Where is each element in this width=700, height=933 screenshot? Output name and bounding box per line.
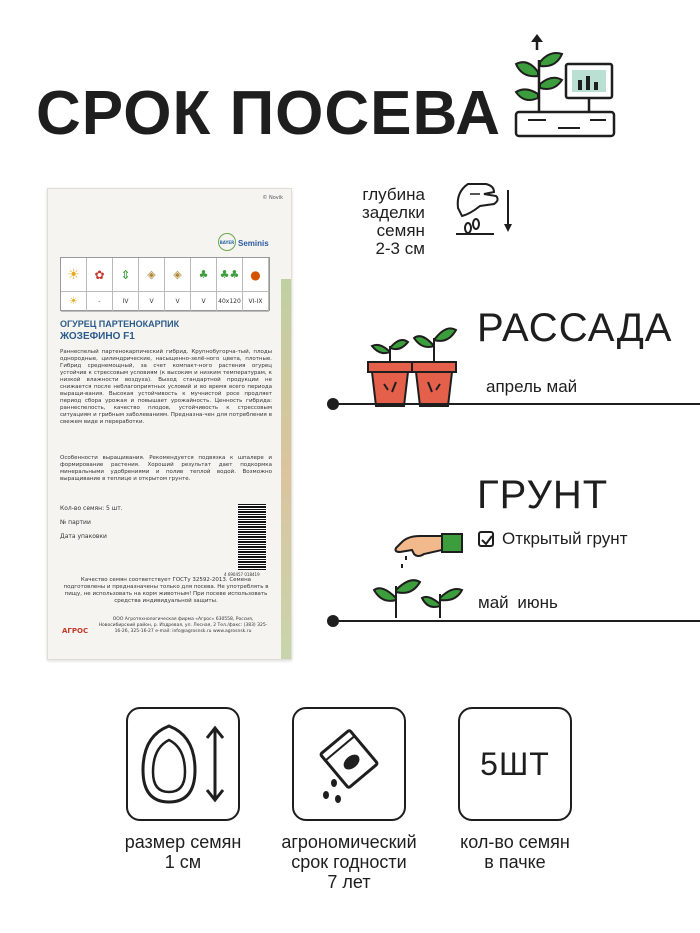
sowing-depth-label	[362, 186, 425, 258]
seedling-pots-icon	[362, 322, 472, 408]
seed-quantity: Кол-во семян: 5 шт.	[60, 505, 123, 512]
depth-line: семян	[376, 221, 425, 240]
caption-line: 1 см	[164, 852, 202, 872]
barcode	[238, 504, 266, 570]
planting-icon: ♣	[191, 258, 217, 292]
company-info: ООО Агротехнологическая фирма «Агрос» 630558, Россия, Новосибирский район, р. Издревая, ул. Лесная, 2 Тел./факс: (383) 325-16-26, 325-16-27 e-mail: info@agrosnsk.ru www.agrosnsk.ru	[98, 617, 268, 634]
caption-line: кол-во семян	[460, 832, 570, 852]
table-value: VI-IX	[243, 292, 269, 312]
packet-photo-strip	[281, 279, 291, 659]
product-description: Раннеспелый партенокарпический гибрид. Крупнобугорча-тый, плоды однородные, цилиндрические, насыщенно-зелё-ного цвета, плотные. Гибрид среднемощный, за счет компакт-ного растения огурец устойчив к стрессовым условиям (к высоким и низким температурам, к низкой влажности воздуха). Выход стандартной продукции не снижается после неблагоприятных условий и во время всего периода выращи-вания. Высокая устойчивость к мучнистой росе продляет период сбора урожая и повышает урожайность. Ценность гибрида: раннеспелость, качество плодов, устойчивость к стрессовым ситуациям и грибным заболеваниям. Предназна-чен для потребления в свежем виде и переработки.	[60, 349, 272, 425]
seed-size-icon	[135, 716, 231, 812]
pack-date: Дата упаковки	[60, 533, 107, 540]
bayer-logo: BAYER	[218, 233, 236, 251]
flower-icon: ✿	[87, 258, 113, 292]
depth-line: глубина	[362, 185, 425, 204]
barcode-number: 4 690457 018419	[224, 572, 260, 577]
table-value: 40x120	[217, 292, 243, 312]
caption-line: агрономический	[281, 832, 417, 852]
plant-chart-icon	[510, 32, 620, 142]
sun-small-icon: ☀	[61, 292, 87, 312]
table-value: IV	[113, 292, 139, 312]
packet-info-table	[60, 257, 270, 311]
timeline-line	[333, 620, 700, 622]
product-type: ОГУРЕЦ ПАРТЕНОКАРПИК	[60, 319, 180, 329]
batch-number: № партии	[60, 519, 91, 526]
depth-line: 2-3 см	[375, 239, 425, 258]
quality-notice: Качество семян соответствует ГОСТу 32592-2013. Семена подготовлены и предназначены только для посева. Не употреблять в пищу, не использовать на корм животным! При посеве использовать средства индивидуальной защиты.	[63, 577, 269, 604]
shelf-life-caption	[264, 832, 434, 892]
sun-icon: ☀	[61, 258, 87, 292]
packet-copyright: © Novik	[262, 195, 283, 201]
hand-planting-icon	[372, 528, 468, 620]
product-name: ЖОЗЕФИНО F1	[60, 331, 135, 342]
seed-packet-icon	[304, 719, 394, 809]
seminis-logo: Seminis	[238, 239, 269, 248]
page-title: СРОК ПОСЕВА	[36, 79, 501, 148]
table-value: V	[165, 292, 191, 312]
shelf-life-box	[292, 707, 406, 821]
seed-bag-2-icon: ◈	[165, 258, 191, 292]
open-ground-option	[478, 529, 627, 549]
rassada-heading: РАССАДА	[477, 306, 673, 350]
seed-count-caption	[430, 832, 600, 872]
rassada-months: апрель май	[486, 377, 578, 396]
agros-logo: АГРОС	[62, 627, 89, 635]
seed-bag-icon: ◈	[139, 258, 165, 292]
table-value: V	[139, 292, 165, 312]
timeline-line	[333, 403, 700, 405]
seed-count-value: 5ШТ	[480, 745, 550, 782]
seed-size-box	[126, 707, 240, 821]
open-ground-label: Открытый грунт	[502, 529, 628, 548]
hand-seed-depth-icon	[450, 178, 520, 258]
caption-line: 7 лет	[327, 872, 371, 892]
seed-count-box	[458, 707, 572, 821]
caption-line: размер семян	[124, 832, 242, 852]
seed-size-caption	[98, 832, 268, 872]
caption-line: в пачке	[484, 852, 546, 872]
table-value: -	[87, 292, 113, 312]
growing-features: Особенности выращивания. Рекомендуется подвязка к шпалере и формирование растения. Хороший результат дает подкормка минеральными удобрениями и полив теплой водой. Возможно выращивание в теплице и открытом грунте.	[60, 455, 272, 482]
check-icon	[478, 531, 494, 547]
grunt-heading: ГРУНТ	[477, 473, 609, 517]
vegetables-icon: ●	[243, 258, 269, 292]
caption-line: срок годности	[291, 852, 407, 872]
grunt-months: май июнь	[478, 593, 558, 612]
depth-line: заделки	[362, 203, 425, 222]
table-value: V	[191, 292, 217, 312]
spacing-icon: ♣♣	[217, 258, 243, 292]
seed-packet	[47, 188, 292, 660]
seedling-height-icon: ⇕	[113, 258, 139, 292]
